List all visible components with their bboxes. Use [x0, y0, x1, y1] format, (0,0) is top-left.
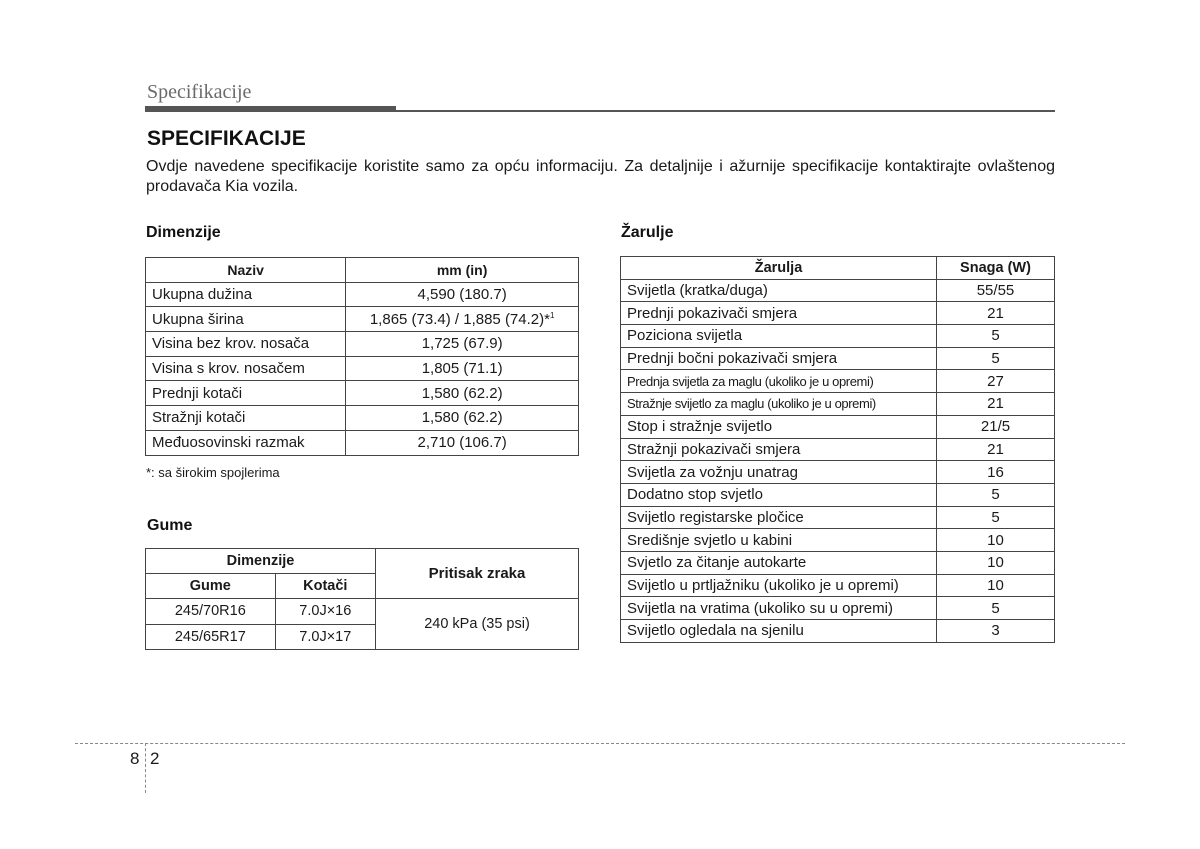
dimension-name: Stražnji kotači — [146, 406, 346, 431]
table-row — [621, 393, 1055, 416]
table-row — [621, 370, 1055, 393]
bulb-power: 16 — [937, 461, 1055, 484]
dimension-value: 1,805 (71.1) — [346, 356, 579, 381]
tire-pressure: 240 kPa (35 psi) — [376, 599, 579, 650]
dimension-name: Prednji kotači — [146, 381, 346, 406]
bulb-name: Dodatno stop svjetlo — [621, 483, 937, 506]
wheel-size: 7.0J×16 — [275, 599, 375, 625]
bulb-power: 5 — [937, 325, 1055, 348]
dimension-value: 1,580 (62.2) — [346, 381, 579, 406]
bulb-name: Stražnje svijetlo za maglu (ukoliko je u opremi) — [621, 393, 937, 416]
tires-col-dims: Dimenzije — [146, 549, 376, 574]
chapter-number: 8 — [130, 749, 140, 768]
table-row — [621, 279, 1055, 302]
bulb-power: 3 — [937, 620, 1055, 643]
table-row — [621, 574, 1055, 597]
dimension-value: 1,865 (73.4) / 1,885 (74.2)* — [369, 310, 550, 328]
table-row — [146, 430, 579, 455]
dimensions-col-name: Naziv — [146, 258, 346, 283]
table-row — [146, 406, 579, 431]
bulb-name: Svijetlo ogledala na sjenilu — [621, 620, 937, 643]
table-row — [621, 506, 1055, 529]
bulbs-heading: Žarulje — [621, 224, 674, 241]
section-title: SPECIFIKACIJE — [147, 127, 306, 150]
bulb-power: 21/5 — [937, 415, 1055, 438]
bulb-name: Prednji pokazivači smjera — [621, 302, 937, 325]
dimension-value: 1,580 (62.2) — [346, 406, 579, 431]
dimension-value: 1,725 (67.9) — [346, 332, 579, 357]
dimension-value: 2,710 (106.7) — [346, 430, 579, 455]
header-rule-thin — [396, 110, 1055, 112]
table-row — [621, 620, 1055, 643]
table-row — [146, 307, 579, 332]
dimension-name: Međuosovinski razmak — [146, 430, 346, 455]
footer-divider — [75, 743, 1125, 744]
table-row — [621, 325, 1055, 348]
dimensions-heading: Dimenzije — [146, 224, 221, 241]
header-rule-thick — [145, 106, 396, 112]
dimension-name: Ukupna dužina — [146, 282, 346, 307]
bulb-power: 5 — [937, 597, 1055, 620]
table-row — [621, 529, 1055, 552]
table-row — [621, 597, 1055, 620]
bulbs-table — [620, 256, 1055, 643]
page-number: 2 — [150, 749, 160, 768]
bulb-name: Prednji bočni pokazivači smjera — [621, 347, 937, 370]
dimension-value: 4,590 (180.7) — [346, 282, 579, 307]
dimensions-table — [145, 257, 579, 456]
intro-paragraph: Ovdje navedene specifikacije koristite samo za opću informaciju. Za detaljnije i ažurnije specifikacije kontaktirajte ovlaštenog prodavača Kia vozila. — [146, 158, 1055, 195]
dimension-value-cell — [346, 307, 579, 332]
bulb-name: Prednja svijetla za maglu (ukoliko je u opremi) — [621, 370, 937, 393]
dimension-name: Visina s krov. nosačem — [146, 356, 346, 381]
table-row — [621, 347, 1055, 370]
table-row — [621, 551, 1055, 574]
table-row — [621, 483, 1055, 506]
table-row — [146, 381, 579, 406]
table-row — [621, 461, 1055, 484]
bulb-name: Svijetlo u prtljažniku (ukoliko je u opremi) — [621, 574, 937, 597]
bulb-power: 55/55 — [937, 279, 1055, 302]
bulb-power: 10 — [937, 574, 1055, 597]
bulb-power: 21 — [937, 302, 1055, 325]
table-row — [146, 282, 579, 307]
footnote-marker: 1 — [549, 310, 555, 320]
bulb-name: Svijetla na vratima (ukoliko su u opremi) — [621, 597, 937, 620]
bulb-name: Svijetla za vožnju unatrag — [621, 461, 937, 484]
bulb-power: 5 — [937, 506, 1055, 529]
bulb-power: 5 — [937, 347, 1055, 370]
bulb-name: Stop i stražnje svijetlo — [621, 415, 937, 438]
bulb-name: Svjetlo za čitanje autokarte — [621, 551, 937, 574]
table-row — [621, 415, 1055, 438]
bulb-name: Svijetla (kratka/duga) — [621, 279, 937, 302]
table-row — [146, 332, 579, 357]
tires-col-tire: Gume — [146, 574, 276, 599]
dimensions-footnote: *: sa širokim spojlerima — [146, 465, 280, 480]
bulb-name: Središnje svjetlo u kabini — [621, 529, 937, 552]
dimension-name: Visina bez krov. nosača — [146, 332, 346, 357]
tires-col-pressure: Pritisak zraka — [376, 549, 579, 599]
table-row — [146, 356, 579, 381]
tires-heading: Gume — [147, 517, 193, 534]
page-header-title: Specifikacije — [147, 81, 252, 103]
bulbs-col-bulb: Žarulja — [621, 257, 937, 280]
tires-col-wheel: Kotači — [275, 574, 375, 599]
table-row — [621, 302, 1055, 325]
bulb-name: Poziciona svijetla — [621, 325, 937, 348]
bulb-power: 21 — [937, 438, 1055, 461]
dimension-name: Ukupna širina — [146, 307, 346, 332]
bulb-power: 21 — [937, 393, 1055, 416]
bulb-power: 10 — [937, 551, 1055, 574]
bulb-name: Svijetlo registarske pločice — [621, 506, 937, 529]
tire-size: 245/70R16 — [146, 599, 276, 625]
table-row — [146, 599, 579, 625]
dimensions-col-value: mm (in) — [346, 258, 579, 283]
bulb-power: 27 — [937, 370, 1055, 393]
footer-page-divider — [145, 743, 146, 793]
table-row — [621, 438, 1055, 461]
bulb-name: Stražnji pokazivači smjera — [621, 438, 937, 461]
tires-table — [145, 548, 579, 650]
bulb-power: 5 — [937, 483, 1055, 506]
wheel-size: 7.0J×17 — [275, 624, 375, 650]
bulb-power: 10 — [937, 529, 1055, 552]
bulbs-col-power: Snaga (W) — [937, 257, 1055, 280]
tire-size: 245/65R17 — [146, 624, 276, 650]
